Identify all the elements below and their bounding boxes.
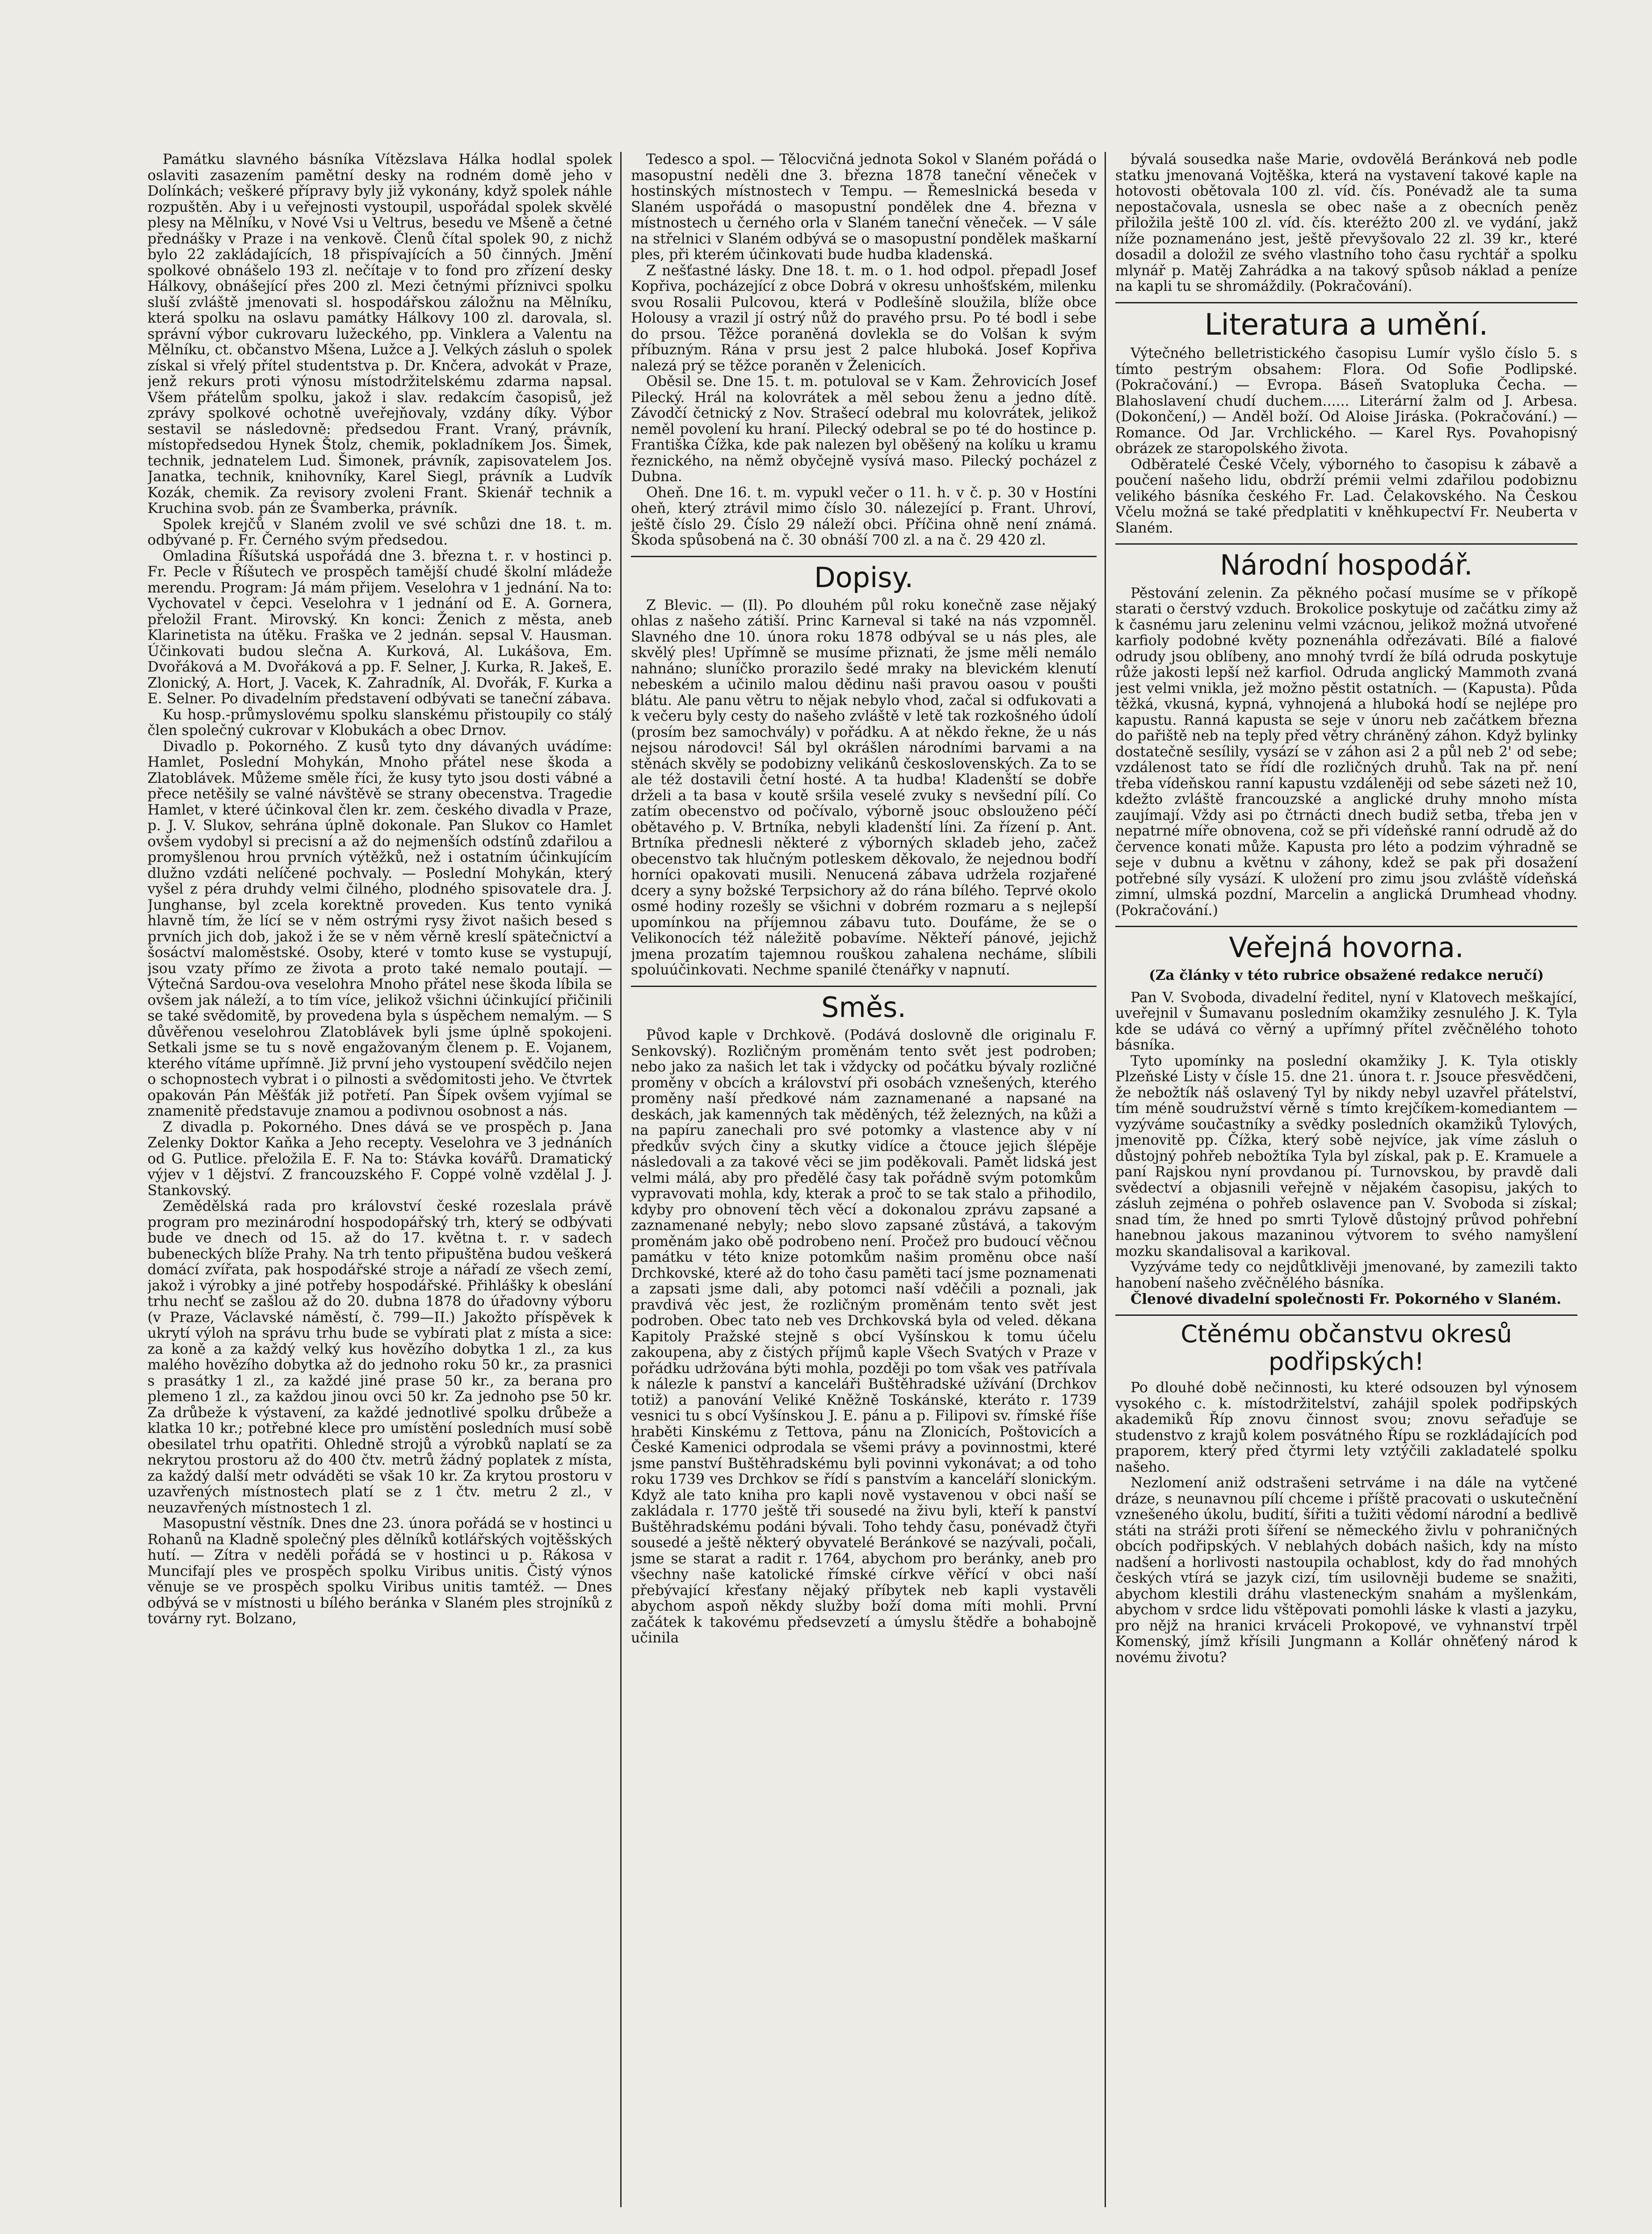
column-right	[1115, 152, 1577, 2207]
section-heading-economy: Národní hospodář.	[1220, 549, 1473, 582]
article-carnival-continued: Tedesco a spol. — Tělocvičná jednota Sokol v Slaném pořádá o masopustní neděli dne 3. března 1878 taneční věneček v hostinských místnostech v Tempu. — Řemeslnická beseda v Slaném uspořádá o masopustní pondělek dne 4. března v místnostech u černého orla v Slaném taneční věneček. — V sále na střelnici v Slaném odbývá se o masopustní pondělek maškarní ples, při kterém účinkovati bude hudba kladenská.	[631, 152, 1097, 263]
section-heading-miscellany: Směs.	[821, 991, 906, 1024]
article-tyl-memories: Tyto upomínky na poslední okamžiky J. K. Tyla otiskly Plzeňské Listy v čísle 15. dne 21. února t. r. Jsouce přesvědčeni, že nebožtík náš oslavený Tyl by nikdy nebyl uzavřel přátelství, tím méně soudružství věrně s tímto krejčíkem-komediantem — vyzýváme součastníky a svědky posledních okamžiků Tylových, jmenovitě pp. Čížka, který sobě nejvíce, jak víme zásluh o důstojný pohřeb nebožtíka Tyla byl získal, pak p. E. Kramuele a paní Rajskou nyní provdanou pí. Turnovskou, by pravdě dali svědectví a objasnili veřejně v nějakém časopisu, jakých to zásluh zejména o pohřeb oslavence pan V. Svoboda si získal; snad tím, že hned po smrti Tylově důstojný průvod pohřební hanebnou jakous mazaninou výtvorem to svého namyšlení mozku skandalisoval a karikoval.	[1115, 1053, 1577, 1260]
article-vegetables: Pěstování zelenin. Za pěkného počasí musíme se v příkopě starati o čerstvý vzduch. Brokolice poskytuje od začátku zimy až k časnému jaru zeleninu velmi vzácnou, jelikož možná utvořené karfioly podobné květy poznenáhla odřezávati. Bílé a fialové odrudy jsou oblíbeny, ano mnohý tvrdí že bílá odruda poskytuje růže jakosti lepší než karfiol. Odruda anglický Mammoth zvaná jest velmi vnikla, jež možno pěstit ostatních. — (Kapusta). Půda těžká, vkusná, kypná, vyhnojená a hluboká hodí se nejlépe pro kapustu. Ranná kapusta se seje v únoru neb začátkem března do pařiště neb na teply před větry chráněný záhon. Když bylinky dostatečně sesílily, vysází se v záhon asi 2 a půl neb 2' od sebe; vzdálenost tato se řídí dle rozličných druhů. Tak na př. není třeba vídeňskou ranní kapustu vzdáleněji od sebe sázeti než 10, kdežto zvláště francouzské a anglické druhy mnoho místa zaujímají. Vždy asi po čtrnácti dnech budiž setba, třeba jen v nepatrné míře obnovena, což se při vídeňské ranní odrudě až do července konati může. Kapusta pro léto a podzim výhradně se seje v dubnu a květnu v záhony, kdež se pak při dosažení potřebné síly vysází. K uložení pro zimu jsou zvláště vídeňská zimní, ulmská pozdní, Marcelin a anglická Drumhead vhodny. (Pokračování.)	[1115, 585, 1577, 919]
article-lumir: Výtečného belletristického časopisu Lumír vyšlo číslo 5. s tímto pestrým obsahem: Flora. Od Sofie Podlipské. (Pokračování.) — Evropa. Báseň Svatopluka Čecha. — Blahoslavení chudí duchem...... Literární žalm od J. Arbesa. (Dokončení,) — Anděl boží. Od Aloise Jiráska. (Pokračování.) — Romance. Od Jar. Vrchlického. — Karel Rys. Povahopisný obrázek ze staropolského života.	[1115, 345, 1577, 457]
newspaper-page	[147, 152, 1577, 2207]
column-middle	[631, 152, 1097, 2207]
article-drchkov-chapel: Původ kaple v Drchkově. (Podává doslovně dle originalu F. Senkovský). Rozličným proměnám tento svět jest podroben; nebo jako za našich let tak i vždycky od počátku bývaly rozličné proměny v obcích a království při osobách vznešených, kterého proměny naší předkové nám zaznamenané a napsané na deskách, jak kamenných tak měděných, též železných, na kůži a na papíru zanechali pro své potomky a vlastence aby v ní předkův svých činy a skutky vidíce a čtouce jejich šlépěje následovali a za takové věci se jim poděkovali. Pamět lidská jest velmi málá, aby pro předělé časy tak pořádně svým potomkům vypravovati mohla, kdy, kterak a proč to se tak stalo a přihodilo, kdyby pro obnovení těch věcí a dokonalou zprávu zapsané a zaznamenané nebyly; nebo slovo zapsané zůstává, a takovým proměnám jako obě podrobeno není. Pročež pro budoucí věčnou památku v této knize potomkům našim proměnu obce naší Drchkovské, které až do toho času paměti tací jsme poznamenati a zapsati jsme dali, aby potomci naší vděčili a poznali, jak pravdivá věc jest, že rozličným proměnám tento svět jest podroben. Obec tato neb ves Drchkovská byla od veled. děkana Kapitoly Pražské stejně s obcí Vyšínskou k tomu účelu zakoupena, aby z čistých příjmů kaple Všech Svatých v Praze v pořádku udržována býti mohla, později po tom však ves patřívala k nálezle k panství a kanceláři Buštěhradské užívání (Drchkov totiž) a panování Veliké Kněžně Toskánské, kteráto r. 1739 vesnici tu s obcí Vyšínskou J. E. pánu a p. Filipovi sv. římské říše hraběti Kinskému z Tettova, pánu na Zlonicích, Poštovicích a České Kamenici odprodala se všemi právy a povinnostmi, které jsme panství Buštěhradskému byli povinni vykonávat; a od toho roku 1739 ves Drchkov se řídí s panstvím a kanceláří slonickým. Když ale tato kniha pro kapli nově vystavenou v obci naší se zakládala r. 1770 ještě tři sousedé na živu byli, kteří k panství Buštěhradskému podáni bývali. Toho tehdy času, ponévadž čtyři sousedé a ještě některý obyvatelé Beránkové se nazývali, počali, jsme se starat a radit r. 1764, abychom pro beránky, aneb pro všechny naše katolické římské církve věřící v obci naší přebývající křesťany nějaký příbytek neb kapli vystavěli abychom aspoň někdy služby boží doma míti mohli. První začátek k takovému předsevzetí a úmyslu štědře a bohabojně učinila	[631, 1027, 1097, 1646]
section-divider	[1115, 1314, 1577, 1316]
article-fire: Oheň. Dne 16. t. m. vypukl večer o 11. h. v č. p. 30 v Hostíni oheň, který ztrávil mimo číslo 30. nálezející p. Frant. Uhroví, ještě číslo 29. Číslo 29 náleží obci. Příčina ohně není známá. Škoda spůsobená na č. 30 obnáší 700 zl. a na č. 29 420 zl.	[631, 484, 1097, 548]
article-rip-society: Po dlouhé době nečinnosti, ku které odsouzen byl výnosem vysokého c. k. místodržitelství, zahájil spolek podřipských akademiků Říp znovu činnost svou; znovu seřaďuje se studenstvo z krajů kolem posvátného Řípu se rozkládajících pod praporem, který před čtyrmi lety vztýčili zakladatelé spolku našeho.	[1115, 1380, 1577, 1475]
article-chapel-continued: bývalá sousedka naše Marie, ovdovělá Beránková neb podle statku jmenovaná Vojtěška, která na vystavení takové kaple na hotovosti obětovala 100 zl. víd. čís. Ponévadž ale ta suma nepostačovala, usnesla se obec naše a z obecních peněz přiložila ještě 100 zl. víd. čís. kteréžto 200 zl. ve vydání, jakž níže poznamenáno jest, ještě převyšovalo 22 zl. 39 kr., které dosadil a doložil ze svého vlastního toho času rychtář a spolku mlynář p. Matěj Zahrádka a na takový spůsob náklad a peníze na kapli tu se shromáždily. (Pokračování).	[1115, 152, 1577, 294]
column-rule	[620, 152, 622, 2207]
article-ceska-vcela: Odběratelé České Včely, výborného to časopisu k zábavě a poučení našeho lidu, obdrží prémii velmi zdařilou podobiznu velikého básníka českého Fr. Lad. Čelakovského. Na Českou Včelu možná se také předplatiti v kněhkupectví Fr. Neuberta v Slaném.	[1115, 456, 1577, 536]
section-heading-letters: Dopisy.	[814, 561, 914, 594]
section-divider	[1115, 302, 1577, 303]
article-blevice: Z Blevic. — (Il). Po dlouhém půl roku konečně zase nějaký ohlas z našeho zátiší. Princ Karneval si také na nás vzpomněl. Slavného dne 10. února roku 1878 odbýval se u nás ples, ale skvělý ples! Upřímně se musíme přiznati, že jsme měli nemálo nahnáno; sluníčko prorazilo šedé mraky na blevickém klenutí nebeském a učinilo malou dědinu naši pravou oasou v poušti blátu. Ale panu větru to nějak nebylo vhod, začal si odfukovati a k večeru byly cesty do našeho zvláště v letě tak rozkošného údolí (prosím bez samochvály) v pořádku. A at někdo řekne, že u nás nejsou národovci! Sál byl okrášlen národními barvami a na stěnách skvěly se podobizny velikánů československých. Za to se ale též dostavili četní hosté. A ta hudba! Kladenští se dobře drželi a ta basa v koutě sršila veselé zvuky s nevšední pílí. Co zatím obecenstvo od počívalo, výborně jsouc obslouženo péčí obětavého p. V. Brtníka, nebyli kladenští líni. Za řízení p. Ant. Brtníka přednesli některé z výborných skladeb jeho, začež obecenstvo tak hlučným potleskem děkovalo, že nejednou bodří horníci opakovati musili. Nenucená zábava udržela rozjařené dcery a syny božské Terpsichory až do rána bílého. Teprvé okolo osmé hodiny rozešly se všichni v dobrém rozmaru a s nejlepší upomínkou na příjemnou zábavu tuto. Doufáme, že se o Velikonocích též náležitě pobavíme. Někteří pánové, jejichž jmena prozatím tajemnou rouškou zahalena necháme, slíbili spoluúčinkovati. Nechme spanilé čtenářky v napnutí.	[631, 597, 1097, 978]
section-heading-literature: Literatura a umění.	[1204, 307, 1488, 342]
article-pokorny-theatre: Divadlo p. Pokorného. Z kusů tyto dny dávaných uvádíme: Hamlet, Poslední Mohykán, Mnoho přátel nese škoda a Zlatoblávek. Můžeme směle říci, že kusy tyto jsou dosti vábné a přece netěšily se valné návštěvě se strany obecenstva. Tragedie Hamlet, v které účinkoval člen kr. zem. českého divadla v Praze, p. J. V. Slukov, sehrána úplně dokonale. Pan Slukov co Hamlet ovšem vydobyl si precisní a až do nejmenších odstínů zdařilou a promyšlenou hrou prvních výtěžků, než i ostatním účinkujícím dlužno vzdáti nelíčené pochvaly. — Poslední Mohykán, který vyšel z péra druhdy velmi čilného, plodného spisovatele dra. J. Junghanse, byl zcela korektně proveden. Kus tento vyniká hlavně tím, že lící se v něm ostrými rysy život našich besed s prvních jich dob, jakož i že se v něm věrně kreslí spätečnictví a šosáctví maloměstské. Osoby, které v tomto kuse se vystupují, jsou vzaty přímo ze života a proto také nemalo poutají. — Výtečná Sardou-ova veselohra Mnoho přátel nese škoda líbila se ovšem jak náleží, a to tím více, jelikož všichni účinkující přičinili se také svědomitě, by provedena byla s úspěchem nemalým. — S důvěřenou veselohrou Zlatoblávek byli jsme úplně spokojeni. Setkali jsme se tu s nově engažovaným členem p. E. Vojanem, kterého vítáme upřímně. Již první jeho vystoupení svědčilo nejen o schopnostech vybrat i o pilnosti a svědomitosti jeho. Ve čtvrtek opakován Pán Měšťák již potřetí. Pan Šípek ovšem vyjímal se znamenitě představuje znamou a podivnou osobnost a nás.	[147, 738, 612, 1119]
section-divider	[631, 986, 1097, 987]
article-svoboda: Pan V. Svoboda, divadelní ředitel, nyní v Klatovech meškající, uveřejnil v Šumavanu posledním okamžiky zesnulého J. K. Tyla kde se udává co věrný a upřímný přítel zvěčnělého tohoto básníka.	[1115, 989, 1577, 1054]
article-hanged: Oběsil se. Dne 15. t. m. potuloval se v Kam. Žehrovicích Josef Pilecký. Hrál na kolovrátek a měl sebou ženu a jedno dítě. Závodčí četnický z Nov. Strašecí odebral mu kolovrátek, jelikož neměl povolení ku hraní. Pilecký odebral se po té do hostince p. Františka Čížka, kde pak nalezen byl oběšený na kolíku u kramu řeznického, na němž obyčejně vysívá maso. Pilecký pocházel z Dubna.	[631, 374, 1097, 485]
column-rule	[1105, 152, 1106, 2207]
article-carnival-bulletin: Masopustní věstník. Dnes dne 23. února pořádá se v hostinci u Rohanů na Kladně společný ples dělníků kotlářských vojtěšských hutí. — Zítra v neděli pořádá se v hostinci u p. Rákosa v Muncifají ples ve prospěch spolku Viribus unitis. Čistý výnos věnuje se ve prospěch spolku Viribus unitis tamtéž. — Dnes odbývá se v místnosti u bílého beránka v Slaném ples strojníků z továrny ryt. Bolzano,	[147, 1516, 612, 1627]
article-risuty-youth: Omladina Říšutská uspořádá dne 3. března t. r. v hostinci p. Fr. Pecle v Říšutech ve prospěch tamější chudé školní mládeže merendu. Program: Já mám přijem. Veselohra v 1 jednání. Na to: Vychovatel v čepci. Veselohra v 1 jednání od E. A. Gornera, přeložil Frant. Mirovský. Kn konci: Ženich z města, aneb Klarinetista na útěku. Fraška ve 2 jednán. sepsal V. Hausman. Účinkovati budou slečna A. Kurková, Al. Lukášova, Em. Dvořáková a M. Dvořáková a pp. F. Selner, J. Kurka, R. Jakeš, E. Zlonický, A. Hort, J. Vacek, K. Zahradník, Al. Dvořák, F. Kurka a E. Selner. Po divadelním představení odbývati se taneční zábava.	[147, 548, 612, 707]
article-rip-mission: Nezlomení aniž odstrašeni setrváme i na dále na vytčené dráze, s neunavnou pílí chceme i příště pracovati o uskutečnění vznešeného úkolu, budití, šířiti a tužiti vědomí národní a bedlivě státi na stráži proti šíření se německého živlu v pohraničných obcích podřipských. V neblahých dobách našich, kdy na místo nadšení a horlivosti nastoupila ochablost, kdy do řad mnohých českých vtírá se jazyk cizí, tím usilovněji budeme se snažiti, abychom klestili dráhu vlasteneckým snahám a myšlenkám, abychom v srdce lidu vštěpovati pomohli láske k vlasti a jazyku, pro nějž na hranici krváceli Prokopové, ve vyhnanství trpěl Komenský, jímž křísili Jungmann a Kollár ohněťený národ k novému životu?	[1115, 1475, 1577, 1666]
article-tailors-society: Spolek krejčů v Slaném zvolil ve své schůzi dne 18. t. m. odbývané p. Fr. Černého svým předsedou.	[147, 516, 612, 548]
article-industrial-society: Ku hosp.-průmyslovému spolku slanskému přistoupily co stálý člen společný cukrovar v Klobukách a obec Drnov.	[147, 706, 612, 739]
editorial-disclaimer: (Za články v této rubrice obsažené redakce neručí)	[1149, 967, 1544, 984]
section-divider	[1115, 543, 1577, 545]
article-pokorny-theatre-today: Z divadla p. Pokorného. Dnes dává se ve prospěch p. Jana Zelenky Doktor Kaňka a Jeho recepty. Veselohra ve 3 jednáních od G. Putlice. přeložila E. F. Na to: Stávka kovářů. Dramatický výjev v 1 dějství. Z francouzského F. Coppé volně vzdělal J. J. Stankovský.	[147, 1119, 612, 1199]
article-agricultural-council: Zemědělská rada pro království české rozeslala právě program pro mezinárodní hospodopářský trh, který se odbývati bude ve dnech od 15. až do 17. května t. r. v sadech bubeneckých blíže Prahy. Na trh tento připuštěna budou veškerá domácí zvířata, pak hospodářské stroje a nářadí ze všech zemí, jakož i výrobky a jiné potřeby hospodářské. Přihlášky k obeslání trhu nechť se zašlou až do 20. dubna 1878 do úřadovny výboru (v Praze, Václavské náměstí, č. 799—II.) Jakožto příspěvek k ukrytí výloh na správu trhu bude se vybírati plat z místa a sice: za koně a za každý velký kus hovězího dobytka 1 zl., za kus malého hovězího dobytka až do jednoho roku 50 kr., za prasnici s prasátky 1 zl., za každé jiné prase 50 kr., za berana pro plemeno 1 zl., za každou jinou ovci 50 kr. Za jednoho pse 50 kr. Za drůbeže k výstavení, za každé jednotlivé spolku drůbeže a klatka 10 kr.; potřebné klece pro umístění posledních musí sobě obesilatel trhu opatřiti. Ohledně strojů a výrobků naplatí se za nekrytou prostoru až do 400 čtv. metrů žádný poplatek z místa, za každý další metr odváděti se však 10 kr. Za krytou prostoru v uzavřených místnostech platí se z 1 čtv. metru 2 zl., v neuzavřených místnostech 1 zl.	[147, 1198, 612, 1516]
section-heading-appeal: Ctěnému občanstvu okresů podřipských!	[1181, 1319, 1512, 1376]
article-call: Vyzýváme tedy co nejdůtklivěji jmenované, by zamezili takto hanobení našeho zvěčnělého básníka.	[1115, 1259, 1577, 1291]
article-signature: Členové divadelní společnosti Fr. Pokorného v Slaném.	[1131, 1291, 1562, 1308]
column-left	[147, 152, 612, 2207]
section-divider	[631, 556, 1097, 557]
article-halek-society: Památku slavného básníka Vítězslava Hálka hodlal spolek oslaviti zasazením pamětní desky na rodném domě jeho v Dolínkách; veškeré přípravy byly již vykonány, když spolek náhle rozpuštěn. Aby i u veřejnosti vystoupil, uspořádal spolek skvělé plesy na Mělníku, v Nové Vsi u Veltrus, besedu ve Mšeně a četné přednášky v Praze i na venkově. Členů čítal spolek 90, z nichž bylo 22 zakládajících, 18 přispívajících a 50 činných. Jmění spolkové obnášelo 193 zl. nečítaje v to fond pro zřízení desky Hálkovy, obnášející přes 200 zl. Mezi četnými příznivci spolku sluší zvláště jmenovati sl. hospodářskou záložnu na Mělníku, která spolku na oslavu památky Hálkovy 100 zl. darovala, sl. správní výbor cukrovaru lužeckého, pp. Vinklera a Valentu na Mělníku, ct. občanstvo Mšena, Lužce a J. Velkých zásluh o spolek získal si vřelý přítel studentstva p. Dr. Knčera, advokát v Praze, jenž rekurs proti výnosu místodržitelskému zdarma napsal. Všem přátelům spolku, jakož i slav. redakcím časopisů, jež zprávy spolkové ochotně uveřejňovaly, vzdány díky. Výbor sestavil se následovně: předsedou Frant. Vraný, právník, místopředsedou Hynek Štolz, chemik, pokladníkem Jos. Šimek, technik, jednatelem Lud. Šimonek, právník, zapisovatelem Jos. Janatka, technik, knihovníky, Karel Siegl, právník a Ludvík Kozák, chemik. Za revisory zvoleni Frant. Skienář technik a Kruchina svob. pán ze Švamberka, právník.	[147, 152, 612, 517]
article-unhappy-love: Z nešťastné lásky. Dne 18. t. m. o 1. hod odpol. přepadl Josef Kopřiva, pocházející z obce Dobrá v okresu unhošťském, milenku svou Rosalii Pulcovou, která v Podlešíně sloužila, blíže obce Holousy a vrazil jí ostrý nůž do pravého prsu. Po té bodl i sebe do prsou. Těžce poraněná dovlekla se do Volšan k svým příbuzným. Rána v prsu jest 2 palce hluboká. Josef Kopřiva nalezá prý se těžce poraněn v Želenicích.	[631, 262, 1097, 374]
section-divider	[1115, 926, 1577, 927]
section-heading-public-forum: Veřejná hovorna.	[1229, 931, 1464, 964]
